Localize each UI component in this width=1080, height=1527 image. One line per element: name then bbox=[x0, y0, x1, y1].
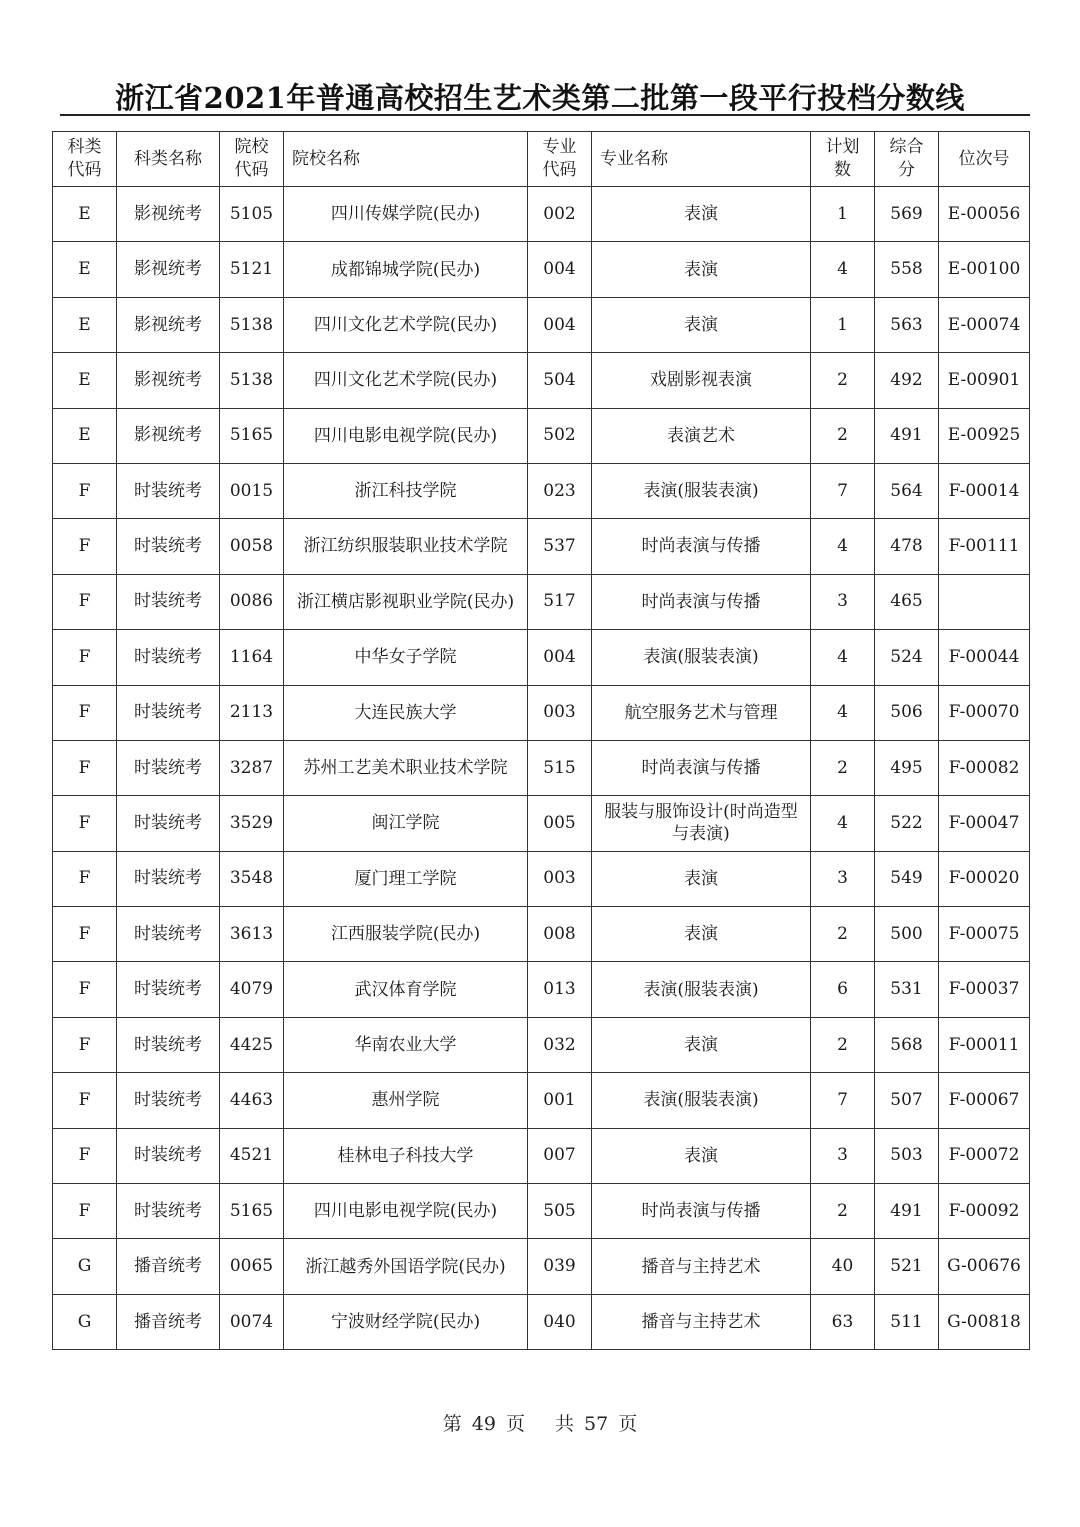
cell-rank: F-00044 bbox=[939, 630, 1030, 685]
cell-major-code: 001 bbox=[528, 1073, 592, 1128]
header-school-code bbox=[220, 132, 284, 187]
cell-rank: F-00067 bbox=[939, 1073, 1030, 1128]
header-school-name bbox=[284, 132, 528, 187]
cell-score: 558 bbox=[875, 242, 939, 297]
cell-score: 568 bbox=[875, 1017, 939, 1072]
cell-school-code: 3287 bbox=[220, 740, 284, 795]
cell-category-code: G bbox=[53, 1294, 117, 1349]
cell-school-code: 4521 bbox=[220, 1128, 284, 1183]
cell-rank: F-00047 bbox=[939, 796, 1030, 851]
cell-school-name: 宁波财经学院(民办) bbox=[284, 1294, 528, 1349]
cell-school-code: 2113 bbox=[220, 685, 284, 740]
page-number: 第 49 页 bbox=[442, 1413, 525, 1435]
cell-major-name: 表演艺术 bbox=[592, 408, 811, 463]
cell-score: 500 bbox=[875, 907, 939, 962]
cell-school-code: 4463 bbox=[220, 1073, 284, 1128]
cell-major-code: 517 bbox=[528, 574, 592, 629]
cell-major-name: 时尚表演与传播 bbox=[592, 740, 811, 795]
table-row bbox=[53, 851, 1030, 906]
cell-category-code: F bbox=[53, 463, 117, 518]
cell-score: 491 bbox=[875, 408, 939, 463]
header-school-name-label: 院校名称 bbox=[292, 148, 360, 169]
cell-rank: F-00111 bbox=[939, 519, 1030, 574]
cell-category-code: E bbox=[53, 408, 117, 463]
cell-major-code: 040 bbox=[528, 1294, 592, 1349]
cell-category-code: F bbox=[53, 1017, 117, 1072]
cell-category-code: F bbox=[53, 574, 117, 629]
cell-major-code: 013 bbox=[528, 962, 592, 1017]
cell-school-name: 江西服装学院(民办) bbox=[284, 907, 528, 962]
cell-school-code: 5165 bbox=[220, 1184, 284, 1239]
cell-rank: F-00082 bbox=[939, 740, 1030, 795]
cell-major-name: 播音与主持艺术 bbox=[592, 1239, 811, 1294]
cell-plan: 4 bbox=[811, 242, 875, 297]
cell-school-code: 0074 bbox=[220, 1294, 284, 1349]
cell-category-code: F bbox=[53, 685, 117, 740]
cell-school-code: 5121 bbox=[220, 242, 284, 297]
table-row bbox=[53, 1184, 1030, 1239]
cell-major-name: 表演 bbox=[592, 907, 811, 962]
cell-score: 564 bbox=[875, 463, 939, 518]
cell-school-code: 4425 bbox=[220, 1017, 284, 1072]
cell-plan: 4 bbox=[811, 630, 875, 685]
cell-major-code: 008 bbox=[528, 907, 592, 962]
cell-category-code: G bbox=[53, 1239, 117, 1294]
cell-category-name: 影视统考 bbox=[117, 408, 220, 463]
cell-plan: 4 bbox=[811, 796, 875, 851]
cell-school-name: 惠州学院 bbox=[284, 1073, 528, 1128]
cell-category-code: E bbox=[53, 297, 117, 352]
cell-plan: 2 bbox=[811, 907, 875, 962]
cell-major-name: 服装与服饰设计(时尚造型与表演) bbox=[592, 796, 811, 851]
cell-score: 492 bbox=[875, 353, 939, 408]
cell-rank: F-00070 bbox=[939, 685, 1030, 740]
cell-major-code: 007 bbox=[528, 1128, 592, 1183]
cell-major-name: 表演(服装表演) bbox=[592, 463, 811, 518]
table-row bbox=[53, 519, 1030, 574]
cell-rank: F-00072 bbox=[939, 1128, 1030, 1183]
cell-school-name: 厦门理工学院 bbox=[284, 851, 528, 906]
cell-category-name: 时装统考 bbox=[117, 1128, 220, 1183]
header-score-label: 综合 分 bbox=[889, 137, 924, 180]
table-row bbox=[53, 1294, 1030, 1349]
header-category-name bbox=[117, 132, 220, 187]
cell-category-name: 时装统考 bbox=[117, 740, 220, 795]
cell-plan: 3 bbox=[811, 851, 875, 906]
cell-plan: 6 bbox=[811, 962, 875, 1017]
cell-school-code: 5138 bbox=[220, 353, 284, 408]
cell-plan: 1 bbox=[811, 187, 875, 242]
cell-plan: 7 bbox=[811, 1073, 875, 1128]
cell-major-code: 004 bbox=[528, 242, 592, 297]
cell-major-code: 032 bbox=[528, 1017, 592, 1072]
table-row bbox=[53, 740, 1030, 795]
cell-category-name: 时装统考 bbox=[117, 851, 220, 906]
cell-plan: 3 bbox=[811, 574, 875, 629]
cell-major-name: 表演(服装表演) bbox=[592, 630, 811, 685]
cell-school-name: 中华女子学院 bbox=[284, 630, 528, 685]
cell-category-name: 播音统考 bbox=[117, 1294, 220, 1349]
cell-school-name: 四川文化艺术学院(民办) bbox=[284, 297, 528, 352]
table-row bbox=[53, 1239, 1030, 1294]
cell-score: 503 bbox=[875, 1128, 939, 1183]
cell-category-name: 播音统考 bbox=[117, 1239, 220, 1294]
cell-category-code: E bbox=[53, 242, 117, 297]
cell-category-name: 时装统考 bbox=[117, 685, 220, 740]
cell-score: 549 bbox=[875, 851, 939, 906]
cell-category-code: F bbox=[53, 851, 117, 906]
cell-major-code: 537 bbox=[528, 519, 592, 574]
cell-category-code: F bbox=[53, 907, 117, 962]
table-header-row bbox=[53, 132, 1030, 187]
cell-school-name: 四川文化艺术学院(民办) bbox=[284, 353, 528, 408]
cell-major-code: 003 bbox=[528, 685, 592, 740]
cell-major-name: 表演(服装表演) bbox=[592, 1073, 811, 1128]
cell-plan: 2 bbox=[811, 740, 875, 795]
page-total: 共 57 页 bbox=[555, 1413, 638, 1435]
cell-category-code: E bbox=[53, 187, 117, 242]
cell-plan: 4 bbox=[811, 519, 875, 574]
header-major-name bbox=[592, 132, 811, 187]
cell-school-name: 浙江横店影视职业学院(民办) bbox=[284, 574, 528, 629]
cell-rank: E-00074 bbox=[939, 297, 1030, 352]
cell-score: 522 bbox=[875, 796, 939, 851]
cell-category-name: 时装统考 bbox=[117, 1073, 220, 1128]
cell-major-name: 表演 bbox=[592, 1017, 811, 1072]
cell-school-name: 桂林电子科技大学 bbox=[284, 1128, 528, 1183]
cell-school-code: 1164 bbox=[220, 630, 284, 685]
cell-category-name: 时装统考 bbox=[117, 574, 220, 629]
cell-category-name: 时装统考 bbox=[117, 630, 220, 685]
cell-category-code: F bbox=[53, 962, 117, 1017]
cell-school-name: 闽江学院 bbox=[284, 796, 528, 851]
cell-score: 495 bbox=[875, 740, 939, 795]
table-row bbox=[53, 187, 1030, 242]
table-row bbox=[53, 907, 1030, 962]
cell-category-name: 时装统考 bbox=[117, 962, 220, 1017]
cell-plan: 7 bbox=[811, 463, 875, 518]
cell-school-name: 浙江越秀外国语学院(民办) bbox=[284, 1239, 528, 1294]
cell-school-code: 3613 bbox=[220, 907, 284, 962]
cell-school-name: 成都锦城学院(民办) bbox=[284, 242, 528, 297]
cell-score: 569 bbox=[875, 187, 939, 242]
cell-major-code: 039 bbox=[528, 1239, 592, 1294]
cell-major-name: 表演 bbox=[592, 851, 811, 906]
cell-school-name: 浙江科技学院 bbox=[284, 463, 528, 518]
cell-major-name: 时尚表演与传播 bbox=[592, 519, 811, 574]
table-row bbox=[53, 297, 1030, 352]
header-major-name-label: 专业名称 bbox=[600, 148, 668, 169]
cell-plan: 2 bbox=[811, 1017, 875, 1072]
cell-category-code: E bbox=[53, 353, 117, 408]
cell-rank: F-00075 bbox=[939, 907, 1030, 962]
cell-rank: G-00818 bbox=[939, 1294, 1030, 1349]
table-row bbox=[53, 1128, 1030, 1183]
cell-score: 521 bbox=[875, 1239, 939, 1294]
header-rank-label: 位次号 bbox=[958, 148, 1010, 169]
cell-school-code: 0058 bbox=[220, 519, 284, 574]
cell-school-name: 浙江纺织服装职业技术学院 bbox=[284, 519, 528, 574]
cell-major-code: 004 bbox=[528, 297, 592, 352]
table-row bbox=[53, 796, 1030, 851]
header-category-code bbox=[53, 132, 117, 187]
cell-plan: 1 bbox=[811, 297, 875, 352]
cell-major-name: 表演 bbox=[592, 1128, 811, 1183]
cell-major-code: 005 bbox=[528, 796, 592, 851]
cell-score: 531 bbox=[875, 962, 939, 1017]
cell-rank: F-00014 bbox=[939, 463, 1030, 518]
cell-plan: 2 bbox=[811, 408, 875, 463]
title-underline bbox=[60, 114, 1030, 116]
cell-plan: 40 bbox=[811, 1239, 875, 1294]
table-row bbox=[53, 1017, 1030, 1072]
cell-rank: F-00037 bbox=[939, 962, 1030, 1017]
cell-school-code: 0015 bbox=[220, 463, 284, 518]
table-row bbox=[53, 685, 1030, 740]
cell-school-name: 武汉体育学院 bbox=[284, 962, 528, 1017]
score-table bbox=[52, 131, 1030, 1350]
cell-school-code: 0086 bbox=[220, 574, 284, 629]
cell-category-name: 影视统考 bbox=[117, 187, 220, 242]
cell-plan: 2 bbox=[811, 353, 875, 408]
cell-school-code: 4079 bbox=[220, 962, 284, 1017]
cell-rank: E-00056 bbox=[939, 187, 1030, 242]
header-major-code-label: 专业 代码 bbox=[542, 137, 577, 180]
cell-category-name: 时装统考 bbox=[117, 907, 220, 962]
cell-category-name: 时装统考 bbox=[117, 1017, 220, 1072]
table-row bbox=[53, 1073, 1030, 1128]
cell-school-name: 四川电影电视学院(民办) bbox=[284, 408, 528, 463]
table-body bbox=[53, 187, 1030, 1350]
cell-score: 507 bbox=[875, 1073, 939, 1128]
cell-major-name: 戏剧影视表演 bbox=[592, 353, 811, 408]
cell-category-name: 时装统考 bbox=[117, 1184, 220, 1239]
cell-category-code: F bbox=[53, 519, 117, 574]
cell-major-name: 表演 bbox=[592, 297, 811, 352]
cell-school-code: 0065 bbox=[220, 1239, 284, 1294]
cell-rank: E-00100 bbox=[939, 242, 1030, 297]
page-footer bbox=[0, 1409, 1080, 1436]
cell-school-code: 5138 bbox=[220, 297, 284, 352]
table-row bbox=[53, 408, 1030, 463]
cell-rank: F-00011 bbox=[939, 1017, 1030, 1072]
cell-category-name: 时装统考 bbox=[117, 796, 220, 851]
table-row bbox=[53, 242, 1030, 297]
cell-category-code: F bbox=[53, 1128, 117, 1183]
cell-major-code: 004 bbox=[528, 630, 592, 685]
header-major-code bbox=[528, 132, 592, 187]
cell-major-code: 502 bbox=[528, 408, 592, 463]
cell-plan: 4 bbox=[811, 685, 875, 740]
cell-major-name: 表演 bbox=[592, 242, 811, 297]
cell-rank: G-00676 bbox=[939, 1239, 1030, 1294]
header-school-code-label: 院校 代码 bbox=[234, 137, 269, 180]
cell-school-name: 大连民族大学 bbox=[284, 685, 528, 740]
table-row bbox=[53, 463, 1030, 518]
header-category-name-label: 科类名称 bbox=[134, 148, 202, 169]
cell-rank bbox=[939, 574, 1030, 629]
cell-category-code: F bbox=[53, 1184, 117, 1239]
cell-major-code: 515 bbox=[528, 740, 592, 795]
cell-category-code: F bbox=[53, 630, 117, 685]
cell-score: 491 bbox=[875, 1184, 939, 1239]
header-rank bbox=[939, 132, 1030, 187]
cell-plan: 63 bbox=[811, 1294, 875, 1349]
cell-score: 563 bbox=[875, 297, 939, 352]
header-category-code-label: 科类 代码 bbox=[67, 137, 102, 180]
header-plan bbox=[811, 132, 875, 187]
cell-school-code: 5165 bbox=[220, 408, 284, 463]
cell-rank: E-00901 bbox=[939, 353, 1030, 408]
page-title: 浙江省2021年普通高校招生艺术类第二批第一段平行投档分数线 bbox=[115, 81, 965, 115]
table-row bbox=[53, 630, 1030, 685]
cell-major-code: 002 bbox=[528, 187, 592, 242]
table-row bbox=[53, 574, 1030, 629]
cell-category-name: 影视统考 bbox=[117, 242, 220, 297]
cell-rank: F-00020 bbox=[939, 851, 1030, 906]
cell-category-name: 影视统考 bbox=[117, 353, 220, 408]
cell-school-name: 苏州工艺美术职业技术学院 bbox=[284, 740, 528, 795]
cell-school-code: 5105 bbox=[220, 187, 284, 242]
cell-category-code: F bbox=[53, 740, 117, 795]
cell-major-name: 播音与主持艺术 bbox=[592, 1294, 811, 1349]
cell-category-name: 影视统考 bbox=[117, 297, 220, 352]
cell-school-name: 四川传媒学院(民办) bbox=[284, 187, 528, 242]
cell-plan: 2 bbox=[811, 1184, 875, 1239]
cell-score: 465 bbox=[875, 574, 939, 629]
cell-score: 524 bbox=[875, 630, 939, 685]
header-score bbox=[875, 132, 939, 187]
cell-major-name: 表演(服装表演) bbox=[592, 962, 811, 1017]
cell-category-code: F bbox=[53, 796, 117, 851]
cell-major-name: 时尚表演与传播 bbox=[592, 1184, 811, 1239]
table-row bbox=[53, 962, 1030, 1017]
cell-plan: 3 bbox=[811, 1128, 875, 1183]
header-plan-label: 计划 数 bbox=[825, 137, 860, 180]
cell-rank: E-00925 bbox=[939, 408, 1030, 463]
cell-major-name: 表演 bbox=[592, 187, 811, 242]
cell-school-code: 3529 bbox=[220, 796, 284, 851]
cell-rank: F-00092 bbox=[939, 1184, 1030, 1239]
cell-score: 511 bbox=[875, 1294, 939, 1349]
cell-category-code: F bbox=[53, 1073, 117, 1128]
cell-school-name: 四川电影电视学院(民办) bbox=[284, 1184, 528, 1239]
cell-major-code: 003 bbox=[528, 851, 592, 906]
cell-school-name: 华南农业大学 bbox=[284, 1017, 528, 1072]
cell-category-name: 时装统考 bbox=[117, 519, 220, 574]
cell-score: 506 bbox=[875, 685, 939, 740]
cell-major-name: 时尚表演与传播 bbox=[592, 574, 811, 629]
cell-major-name: 航空服务艺术与管理 bbox=[592, 685, 811, 740]
cell-school-code: 3548 bbox=[220, 851, 284, 906]
cell-major-code: 505 bbox=[528, 1184, 592, 1239]
cell-score: 478 bbox=[875, 519, 939, 574]
cell-category-name: 时装统考 bbox=[117, 463, 220, 518]
table-row bbox=[53, 353, 1030, 408]
cell-major-code: 504 bbox=[528, 353, 592, 408]
cell-major-code: 023 bbox=[528, 463, 592, 518]
